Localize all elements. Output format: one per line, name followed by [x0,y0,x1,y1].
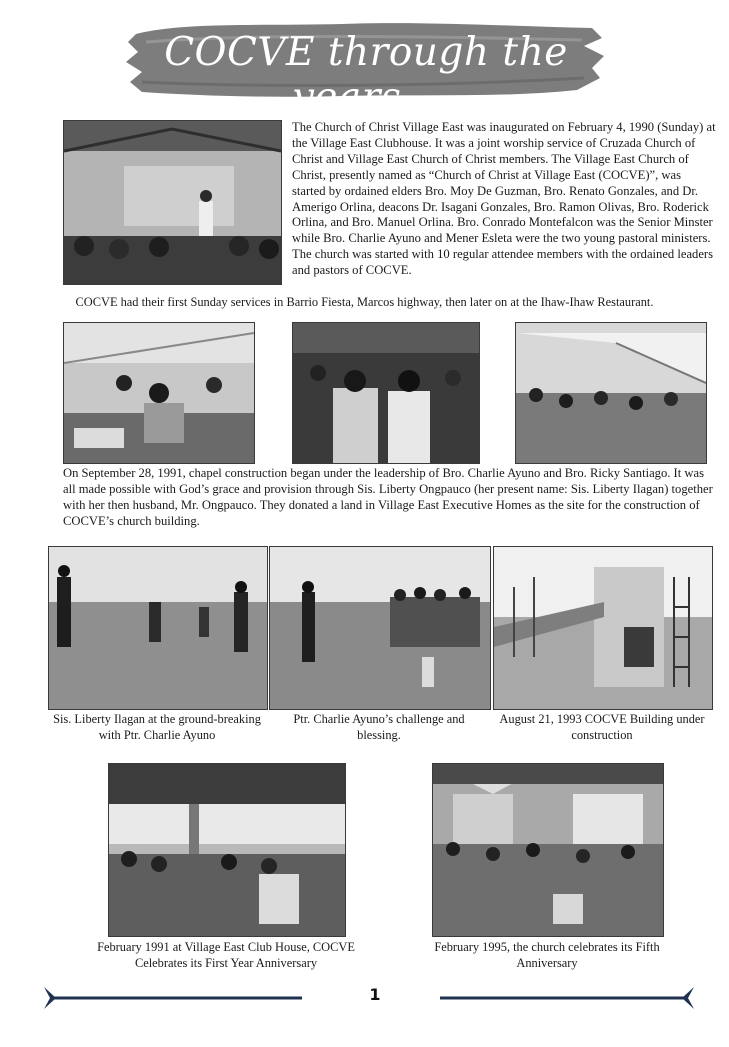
page-number: 1 [369,985,381,1004]
photo-inauguration-service [63,120,282,285]
intro-paragraph: The Church of Christ Village East was inaugurated on February 4, 1990 (Sunday) at the Village East Clubhouse. It was a joint worship service of Cruzada Church of Christ and Village East Church of Christ members. The Village East Church of Christ, presently named as “Church of Christ at Village East (COCVE)”, was started by ordained elders Bro. Moy De Guzman, Bro. Renato Gonzales, and Dr. Amerigo Orlina, deacons Dr. Isagani Gonzales, Bro. Ramon Olivas, Bro. Roderick Orlina, and Bro. Manuel Orlina. Bro. Conrado Montefalcon was the Senior Minster while Bro. Charlie Ayuno and Mener Esleta were the two young pastoral ministers. The church was started with 10 regular attendee members with the ordained leaders and pastors of COCVE. [292,120,716,278]
footer-line-left [44,985,306,1011]
photo-first-anniversary [108,763,346,937]
photo-couple-at-restaurant [292,322,480,464]
footer-line-right [438,985,696,1011]
caption-challenge-blessing: Ptr. Charlie Ayuno’s challenge and blessing. [293,712,465,742]
photo-barrio-fiesta-service [63,322,255,464]
caption-groundbreaking: Sis. Liberty Ilagan at the ground-breaking with Ptr. Charlie Ayuno [53,712,261,742]
photo-building-construction [493,546,713,710]
photo-groundbreaking [48,546,268,710]
construction-paragraph: On September 28, 1991, chapel construction began under the leadership of Bro. Charlie Ayuno and Bro. Ricky Santiago. It was all made possible with God’s grace and provision through Sis. Liberty Ongpauco (her present name: Sis. Liberty Ilagan) together with her then husband, Mr. Ongpauco. They donated a land in Village East Executive Homes as the site for the construction of COCVE’s church building. [63,466,713,528]
photo-fifth-anniversary [432,763,664,937]
caption-building-construction: August 21, 1993 COCVE Building under construction [499,712,705,742]
caption-fifth-anniversary: February 1995, the church celebrates its Fifth Anniversary [434,940,660,970]
caption-first-anniversary: February 1991 at Village East Club House, COCVE Celebrates its First Year Anniversary [97,940,355,970]
first-services-caption: COCVE had their first Sunday services in Barrio Fiesta, Marcos highway, then later on at the Ihaw-Ihaw Restaurant. [75,295,654,309]
page-title: COCVE through the years... [164,30,568,120]
photo-ihaw-ihaw-service [515,322,707,464]
photo-challenge-and-blessing [269,546,491,710]
header-banner [122,12,610,120]
